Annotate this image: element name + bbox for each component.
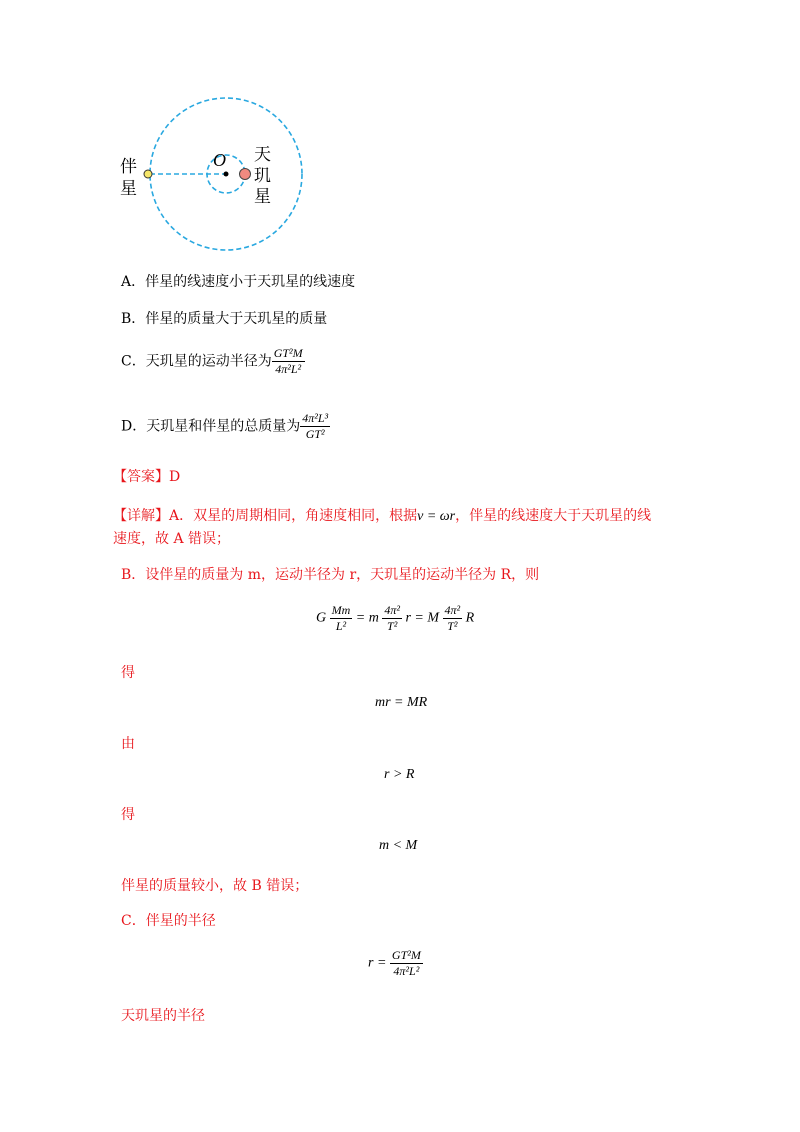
companion-label-2: 星 [120, 179, 137, 199]
option-d-denominator: GT² [305, 427, 325, 441]
equation-2: mr = MR [375, 695, 428, 710]
eq5-lhs: r = [368, 955, 387, 971]
eq1-f2-den: T² [387, 619, 398, 633]
equation-5 [368, 948, 423, 979]
option-c-fraction [272, 346, 305, 377]
eq1-f3-den: T² [447, 619, 458, 633]
option-d-fraction [300, 411, 330, 442]
companion-star [144, 170, 152, 178]
text-de-1: 得 [121, 665, 135, 681]
companion-label-1: 伴 [120, 157, 137, 177]
eq1-g: G [316, 610, 327, 626]
explanation-p1-b: ，伴星的线速度大于天玑星的线 [455, 508, 652, 524]
option-d-numerator: 4π²L³ [302, 411, 329, 425]
option-c-prefix: C．天玑星的运动半径为 [121, 353, 272, 370]
option-d-prefix: D．天玑星和伴星的总质量为 [121, 418, 301, 435]
equation-3: r > R [384, 767, 415, 782]
center-label: O [213, 150, 226, 170]
tianji-star [240, 169, 251, 180]
option-d [121, 411, 330, 442]
answer-label: 【答案】 [113, 469, 169, 485]
eq5-num: GT²M [391, 948, 421, 962]
option-b: B．伴星的质量大于天玑星的质量 [121, 311, 328, 327]
tianji-label-1: 天 [254, 145, 271, 165]
option-c-numerator: GT²M [273, 346, 303, 360]
text-de-2: 得 [121, 807, 135, 823]
eq1-f2-num: 4π² [384, 603, 400, 617]
explanation-label: 【详解】 [113, 508, 169, 524]
eq1-mid-2: r = M [405, 610, 440, 626]
text-you: 由 [121, 736, 135, 752]
eq1-fraction-3 [443, 603, 463, 634]
eq1-f1-den: L² [335, 619, 347, 633]
eq1-fraction-2 [382, 603, 402, 634]
option-a: A．伴星的线速度小于天玑星的线速度 [121, 274, 356, 290]
binary-star-diagram [110, 90, 310, 260]
explanation-p4: C．伴星的半径 [121, 913, 216, 929]
eq5-fraction [390, 948, 423, 979]
orbit-diagram-svg [110, 90, 310, 260]
eq1-fraction-1 [330, 603, 353, 634]
option-c-denominator: 4π²L² [275, 362, 302, 376]
eq1-mid-1: = m [355, 610, 379, 626]
answer-value: D [169, 469, 181, 485]
explanation-p2: B．设伴星的质量为 m，运动半径为 r，天玑星的运动半径为 R，则 [121, 567, 540, 583]
eq1-end: R [465, 610, 475, 626]
eq1-f3-num: 4π² [444, 603, 461, 617]
explanation-p5: 天玑星的半径 [121, 1008, 205, 1024]
tianji-label-2: 玑 [254, 166, 271, 186]
answer-line [113, 466, 180, 488]
explanation-p1-a: A．双星的周期相同，角速度相同，根据 [169, 508, 418, 524]
option-c [121, 346, 305, 377]
explanation-p1 [113, 505, 693, 550]
center-dot [224, 172, 229, 177]
tianji-label-3: 星 [254, 187, 271, 207]
equation-1 [316, 603, 474, 634]
explanation-p1-c: 速度，故 A 错误； [113, 531, 231, 547]
eq5-den: 4π²L² [393, 964, 420, 978]
eq1-f1-num: Mm [331, 603, 351, 617]
equation-4: m < M [379, 838, 418, 853]
explanation-p3: 伴星的质量较小，故 B 错误； [121, 878, 309, 894]
explanation-p1-formula: v = ωr [417, 509, 456, 524]
